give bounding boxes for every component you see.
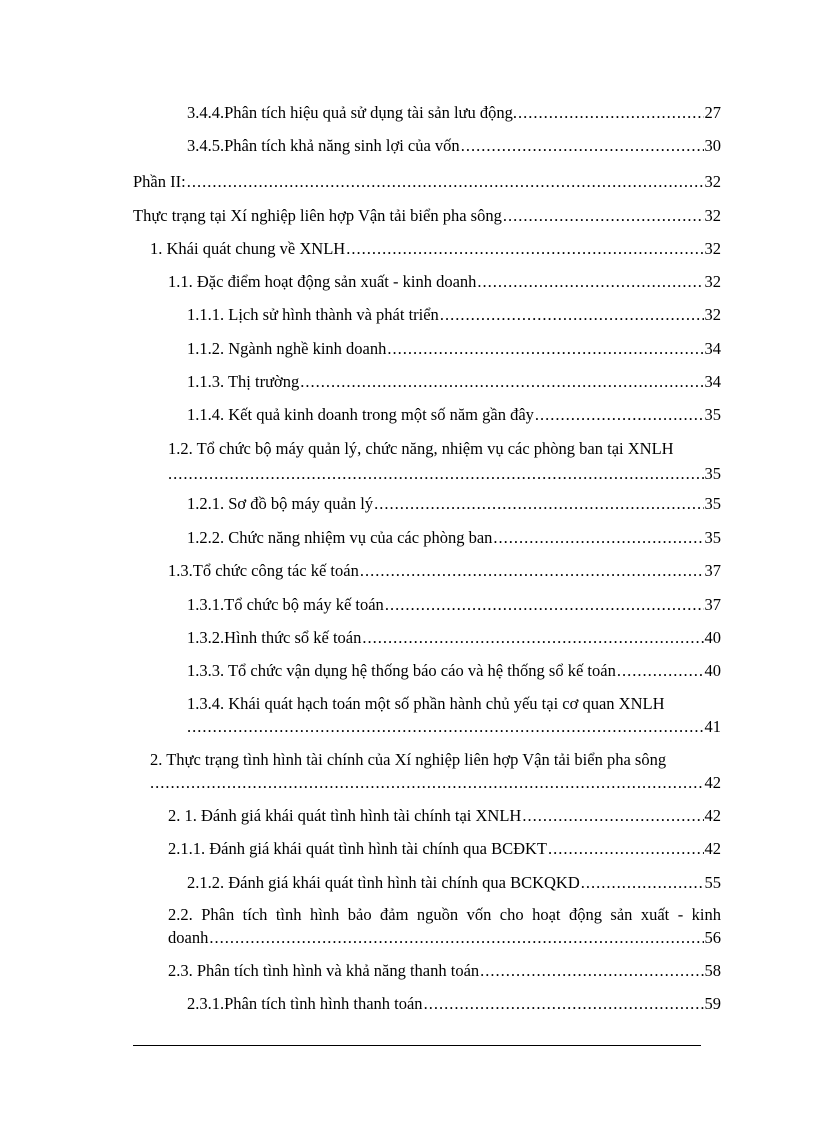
toc-entry-title: 1.1.4. Kết quả kinh doanh trong một số năm gần đây [187,405,534,424]
dot-leader [493,527,703,549]
toc-page-number: 35 [704,464,721,483]
toc-page-number: 32 [704,172,721,191]
toc-page-number: 35 [704,528,721,547]
dot-leader [535,404,704,426]
toc-page-number: 58 [704,961,721,980]
toc-entry [187,493,721,515]
toc-entry-title: 1. Khái quát chung về XNLH [150,239,346,258]
dot-leader [209,927,703,949]
dot-leader [503,205,704,227]
toc-entry-title: 1.3.3. Tổ chức vận dụng hệ thống báo cáo và hệ thống sổ kế toán [187,661,616,680]
toc-page-number: 35 [704,494,721,513]
toc-page-number: 34 [704,339,721,358]
toc-entry-title: 2.3.1.Phân tích tình hình thanh toán [187,994,423,1013]
dot-leader [461,135,704,157]
toc-entry-title: 2. Thực trạng tình hình tài chính của Xí nghiệp liên hợp Vận tải biển pha sông [150,750,667,769]
toc-entry [187,304,721,326]
dot-leader [477,271,703,293]
toc-entry-title: 1.3.2.Hình thức sổ kế toán [187,628,362,647]
toc-entry-title: 1.2.2. Chức năng nhiệm vụ của các phòng ban [187,528,493,547]
dot-leader [300,371,703,393]
toc-entry [187,338,721,360]
dot-leader [150,772,704,794]
toc-page-number: 41 [704,717,721,736]
toc-entry-title: 1.3.1.Tổ chức bộ máy kế toán [187,595,384,614]
toc-page-number: 37 [704,595,721,614]
toc-page-number: 40 [704,661,721,680]
dot-leader [360,560,704,582]
dot-leader [440,304,704,326]
toc-entry-title: 1.1.2. Ngành nghề kinh doanh [187,339,387,358]
toc-entry [187,993,721,1015]
dot-leader [168,463,704,485]
toc-entry-title: 2.1.2. Đánh giá khái quát tình hình tài chính qua BCKQKD [187,873,580,892]
toc-page-number: 56 [704,928,721,947]
dot-leader [581,872,704,894]
toc-entry-title: 1.2.1. Sơ đồ bộ máy quản lý [187,494,374,513]
toc-entry [187,404,721,426]
toc-entry-title-cont: doanh [168,928,209,947]
toc-entry [187,527,721,549]
toc-entry [168,271,721,293]
dot-leader [187,716,704,738]
dot-leader [424,993,704,1015]
dot-leader [385,594,704,616]
toc-page-number: 42 [704,806,721,825]
toc-entry-title: 1.3.4. Khái quát hạch toán một số phần hành chủ yếu tại cơ quan XNLH [187,694,665,713]
toc-page-number: 55 [704,873,721,892]
toc-entry-title: 2.2. Phân tích tình hình bảo đảm nguồn vốn cho hoạt động sản xuất - kinh [168,905,721,924]
dot-leader [187,171,704,193]
toc-page-number: 32 [704,206,721,225]
toc-page-number: 32 [704,305,721,324]
toc-page-number: 42 [704,839,721,858]
toc-entry [168,838,721,860]
dot-leader [522,805,703,827]
toc-entry [187,627,721,649]
toc-entry-title: 1.1. Đặc điểm hoạt động sản xuất - kinh doanh [168,272,477,291]
toc-entry [168,805,721,827]
footer-divider [133,1045,701,1046]
dot-leader [480,960,703,982]
dot-leader [374,493,703,515]
toc-entry-title: 1.3.Tổ chức công tác kế toán [168,561,359,580]
toc-page-number: 32 [704,239,721,258]
toc-entry-title: 3.4.5.Phân tích khả năng sinh lợi của vốn [187,136,460,155]
toc-entry-title: 1.2. Tổ chức bộ máy quản lý, chức năng, nhiệm vụ các phòng ban tại XNLH [168,439,674,458]
toc-entry [187,102,721,124]
toc-entry-title: Phần II: [133,172,186,191]
toc-page-number: 34 [704,372,721,391]
dot-leader [548,838,704,860]
toc-page-number: 30 [704,136,721,155]
toc-entry [168,438,721,485]
toc-page-number: 40 [704,628,721,647]
dot-leader [387,338,703,360]
toc-entry [187,660,721,682]
toc-page-number: 59 [704,994,721,1013]
toc-entry-title: Thực trạng tại Xí nghiệp liên hợp Vận tải biển pha sông [133,206,502,225]
toc-entry-title: 3.4.4.Phân tích hiệu quả sử dụng tài sản lưu động. [187,103,517,122]
toc-entry [187,371,721,393]
toc-entry-title: 2.1.1. Đánh giá khái quát tình hình tài chính qua BCĐKT [168,839,547,858]
toc-entry [133,171,721,193]
toc-entry [168,960,721,982]
toc-entry [187,135,721,157]
toc-entry-title: 2. 1. Đánh giá khái quát tình hình tài chính tại XNLH [168,806,522,825]
toc-entry [133,205,721,227]
toc-entry [150,749,721,794]
toc-entry [150,238,721,260]
toc-entry [187,872,721,894]
toc-page-number: 35 [704,405,721,424]
dot-leader [518,102,704,124]
toc-entry-title: 1.1.1. Lịch sử hình thành và phát triển [187,305,439,324]
toc-entry [187,693,721,738]
toc-page-number: 32 [704,272,721,291]
dot-leader [617,660,704,682]
toc-entry [187,594,721,616]
toc-entry [168,560,721,582]
dot-leader [346,238,703,260]
toc-entry [168,904,721,949]
dot-leader [362,627,703,649]
toc-entry-title: 2.3. Phân tích tình hình và khả năng thanh toán [168,961,480,980]
toc-entry-title: 1.1.3. Thị trường [187,372,300,391]
toc-page-number: 37 [704,561,721,580]
toc-page-number: 27 [704,103,721,122]
toc-page-number: 42 [704,773,721,792]
